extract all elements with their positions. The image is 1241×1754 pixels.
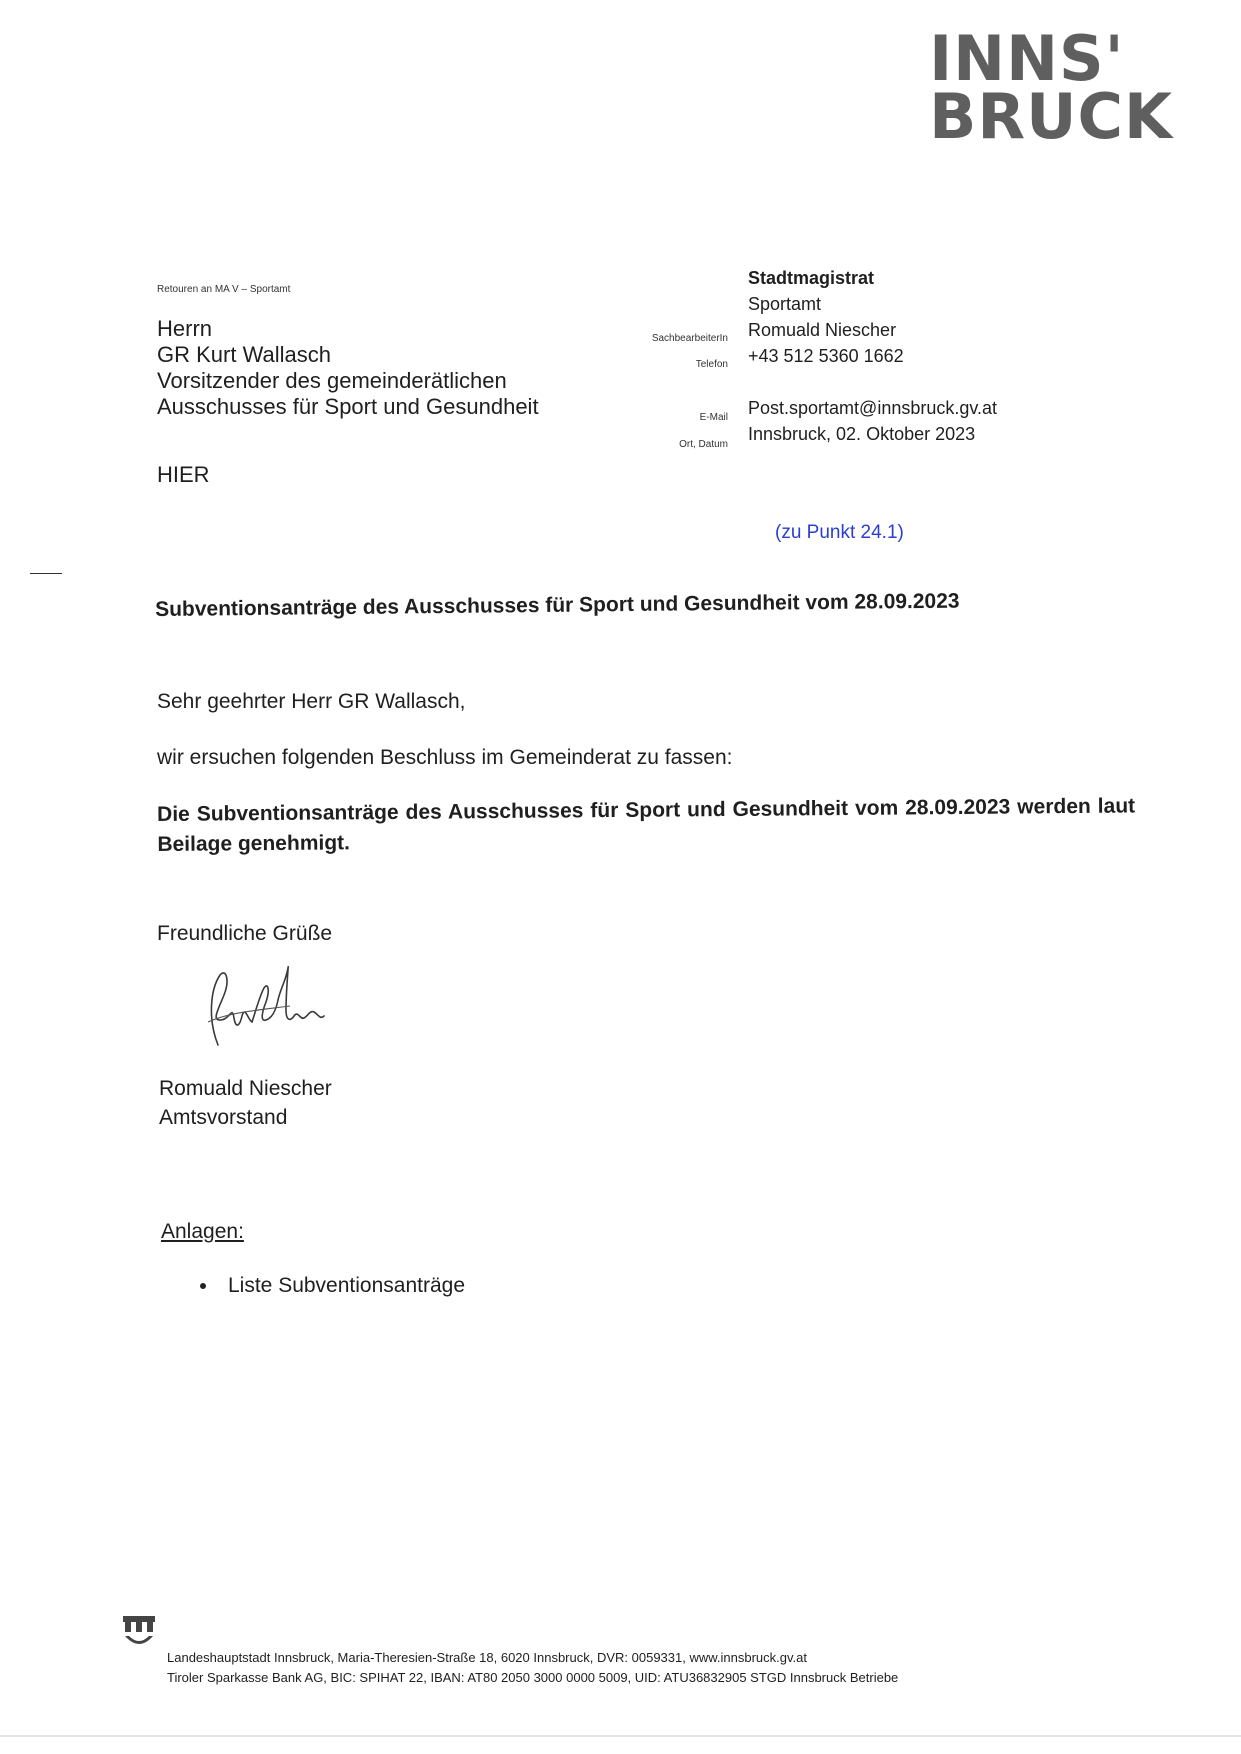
return-note: Retouren an MA V – Sportamt — [157, 284, 291, 295]
logo-line-2: BRUCK — [929, 80, 1173, 153]
closing: Freundliche Grüße — [157, 922, 333, 945]
recipient-line: Vorsitzender des gemeinderätlichen — [157, 368, 507, 393]
innsbruck-logo — [929, 22, 1173, 153]
bullet-icon — [200, 1283, 206, 1289]
letter-footer — [167, 1648, 898, 1688]
place-date-label: Ort, Datum — [679, 439, 728, 450]
signatory — [159, 1074, 332, 1132]
recipient-line: GR Kurt Wallasch — [157, 342, 332, 367]
attachment-item — [200, 1274, 465, 1298]
clerk-label: SachbearbeiterIn — [651, 333, 728, 344]
signatory-name: Romuald Niescher — [159, 1077, 332, 1100]
handwritten-signature — [190, 950, 350, 1075]
recipient-line: Ausschusses für Sport und Gesundheit — [157, 394, 539, 419]
signatory-title: Amtsvorstand — [159, 1106, 288, 1129]
attachments-title: Anlagen: — [161, 1220, 244, 1243]
recipient-address — [157, 316, 539, 420]
fold-mark — [30, 573, 62, 574]
scan-edge — [0, 1735, 1241, 1737]
recipient-line: Herrn — [157, 316, 213, 341]
sender-email: Post.sportamt@innsbruck.gv.at — [748, 398, 998, 418]
agenda-reference: (zu Punkt 24.1) — [775, 522, 904, 543]
letter-subject: Subventionsanträge des Ausschusses für Sport und Gesundheit vom 28.09.2023 — [155, 589, 960, 621]
sender-office: Stadtmagistrat — [748, 268, 875, 288]
request-text: wir ersuchen folgenden Beschluss im Gemeinderat zu fassen: — [157, 746, 733, 769]
email-label: E-Mail — [699, 412, 728, 423]
sender-clerk: Romuald Niescher — [748, 320, 897, 340]
sender-department: Sportamt — [748, 294, 822, 314]
city-crest-icon — [121, 1612, 157, 1657]
attachment-label: Liste Subventionsanträge — [228, 1274, 465, 1297]
recipient-hier: HIER — [157, 462, 210, 487]
sender-place-date: Innsbruck, 02. Oktober 2023 — [748, 424, 976, 444]
footer-line-1: Landeshauptstadt Innsbruck, Maria-Theresien-Straße 18, 6020 Innsbruck, DVR: 0059331, www.innsbruck.gv.at — [167, 1650, 807, 1665]
salutation: Sehr geehrter Herr GR Wallasch, — [157, 690, 466, 713]
footer-line-2: Tiroler Sparkasse Bank AG, BIC: SPIHAT 22, IBAN: AT80 2050 3000 0000 5009, UID: ATU36832905 STGD Innsbruck Betriebe — [167, 1670, 899, 1685]
sender-block — [748, 265, 997, 447]
logo-line-1: INNS' — [929, 22, 1125, 95]
resolution-text: Die Subventionsanträge des Ausschusses für Sport und Gesundheit vom 28.09.2023 werden laut Beilage genehmigt. — [157, 794, 1136, 856]
phone-label: Telefon — [695, 359, 728, 370]
sender-phone: +43 512 5360 1662 — [748, 346, 904, 366]
